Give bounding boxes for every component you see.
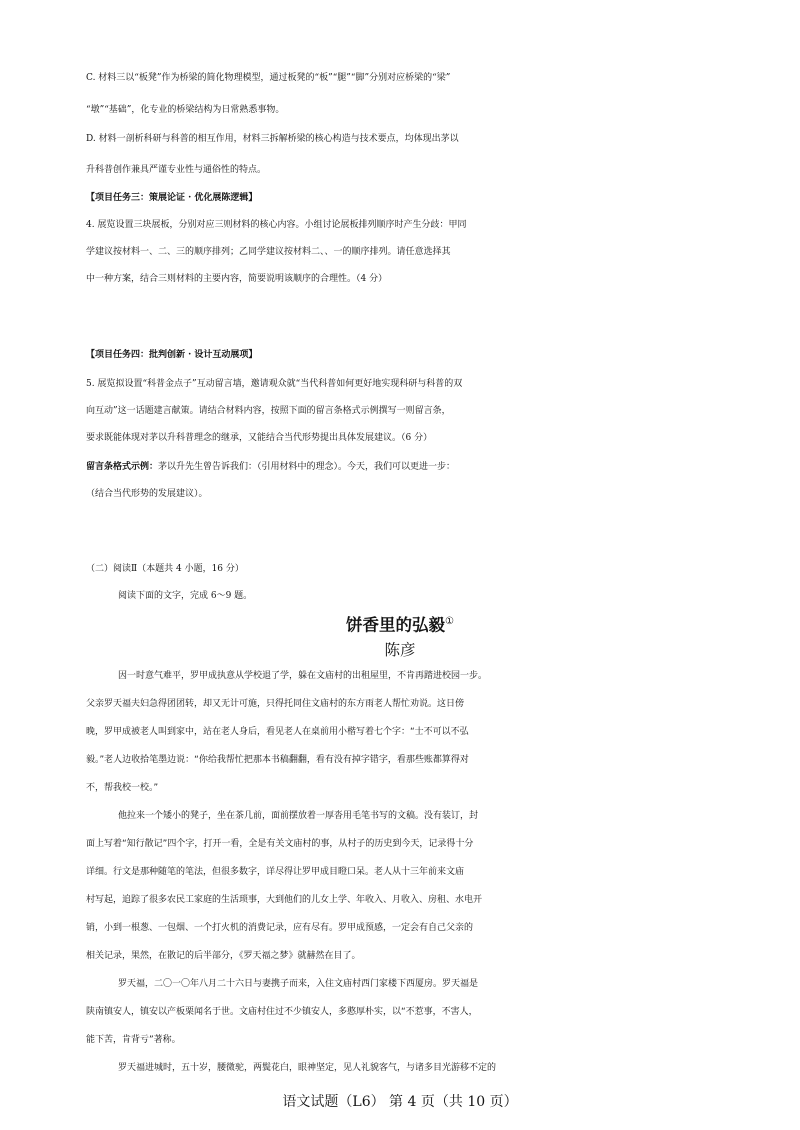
story-line: 面上写着“知行散记”四个字，打开一看，全是有关文庙村的事，从村子的历史到今天，记录得十分 [86, 839, 474, 849]
footnote-marker: ① [445, 616, 454, 627]
story-title-text: 饼香里的弘毅 [346, 615, 446, 635]
story-line: 详细。行文是那种随笔的笔法，但很多数字，详尽得让罗甲成目瞪口呆。老人从十三年前来文庙 [86, 867, 465, 877]
story-author: 陈彦 [384, 641, 416, 659]
story-line: 村写起，追踪了很多农民工家庭的生活琐事，大到他们的儿女上学、年收入、月收入、房租、水电开 [86, 895, 483, 905]
story-line: 毅。”老人边收拾笔墨边说：“你给我帮忙把那本书稿翻翻，看有没有掉字错字，看那些账都算得对 [86, 755, 469, 765]
format-example-line2: （结合当代形势的发展建议）。 [86, 489, 208, 499]
story-line: 能下苦，肯背亏”著称。 [86, 1035, 181, 1045]
format-example [0, 455, 800, 479]
format-example-text: 茅以升先生曾告诉我们：（引用材料中的理念）。今天，我们可以更进一步： [158, 462, 456, 472]
story-line: 不，帮我校一校。” [86, 783, 159, 793]
task3-heading: 【项目任务三：策展论证 · 优化展陈逻辑】 [86, 193, 258, 203]
page-footer: 语文试题（L6） 第 4 页（共 10 页） [282, 1094, 518, 1110]
question-5-line3: 要求既能体现对茅以升科普理念的继承，又能结合当代形势提出具体发展建议。（6 分） [86, 433, 433, 443]
reading2-instruction: 阅读下面的文字，完成 6～9 题。 [118, 591, 253, 601]
task4-heading: 【项目任务四：批判创新 · 设计互动展项】 [86, 350, 258, 360]
story-title [0, 610, 800, 638]
story-line: 销，小到一根葱、一包烟、一个打火机的消费记录，应有尽有。罗甲成预感，一定会有自己父亲的 [86, 923, 474, 933]
story-line: 父亲罗天福夫妇急得团团转，却又无计可施，只得托同住文庙村的东方雨老人帮忙劝说。这日傍 [86, 699, 465, 709]
option-c-line2: “墩”“基础”，化专业的桥梁结构为日常熟悉事物。 [86, 105, 285, 115]
option-c-line1: C. 材料三以“板凳”作为桥梁的简化物理模型，通过板凳的“板”“腿”“脚”分别对应桥梁的“梁” [86, 73, 451, 83]
question-5-line2: 向互动”这一话题建言献策。请结合材料内容，按照下面的留言条格式示例撰写一则留言条， [86, 406, 451, 416]
option-d-line2: 升科普创作兼具严谨专业性与通俗性的特点。 [86, 165, 267, 175]
story-line: 相关记录，果然，在散记的后半部分，《罗天福之梦》就赫然在目了。 [86, 951, 361, 961]
question-4-line2: 学建议按材料一、二、三的顺序排列；乙同学建议按材料二、、一的顺序排列。请任意选择其 [86, 247, 451, 257]
story-line: 陕南镇安人，镇安以产板栗闻名于世。文庙村住过不少镇安人，多憨厚朴实，以“不惹事，不害人， [86, 1007, 478, 1017]
reading2-section-heading: （二）阅读Ⅱ（本题共 4 小题，16 分） [86, 564, 244, 574]
story-line: 罗天福进城时，五十岁，腰微驼，两鬓花白，眼神坚定，见人礼貌客气，与诸多目光游移不定的 [118, 1063, 497, 1073]
story-line: 因一时意气难平，罗甲成执意从学校退了学，躲在文庙村的出租屋里，不肯再踏进校园一步。 [118, 671, 488, 681]
format-example-label: 留言条格式示例： [86, 462, 159, 472]
option-d-line1: D. 材料一剖析科研与科普的相互作用，材料三拆解桥梁的核心构造与技术要点，均体现出茅以 [86, 134, 459, 144]
story-line: 他拉来一个矮小的凳子，坐在茶几前，面前摆放着一厚沓用毛笔书写的文稿。没有装订，封 [118, 811, 479, 821]
question-5-line1: 5. 展览拟设置“科普金点子”互动留言墙，邀请观众就“当代科普如何更好地实现科研与科普的双 [86, 379, 463, 389]
story-line: 晚，罗甲成被老人叫到家中，站在老人身后，看见老人在桌前用小楷写着七个字：“士不可以不弘 [86, 727, 469, 737]
question-4-line3: 中一种方案，结合三则材料的主要内容，简要说明该顺序的合理性。（4 分） [86, 274, 388, 284]
story-line: 罗天福，二〇一〇年八月二十六日与妻携子而来，入住文庙村西门家楼下西厦房。罗天福是 [118, 979, 479, 989]
question-4-line1: 4. 展览设置三块展板，分别对应三则材料的核心内容。小组讨论展板排列顺序时产生分歧：甲同 [86, 220, 467, 230]
